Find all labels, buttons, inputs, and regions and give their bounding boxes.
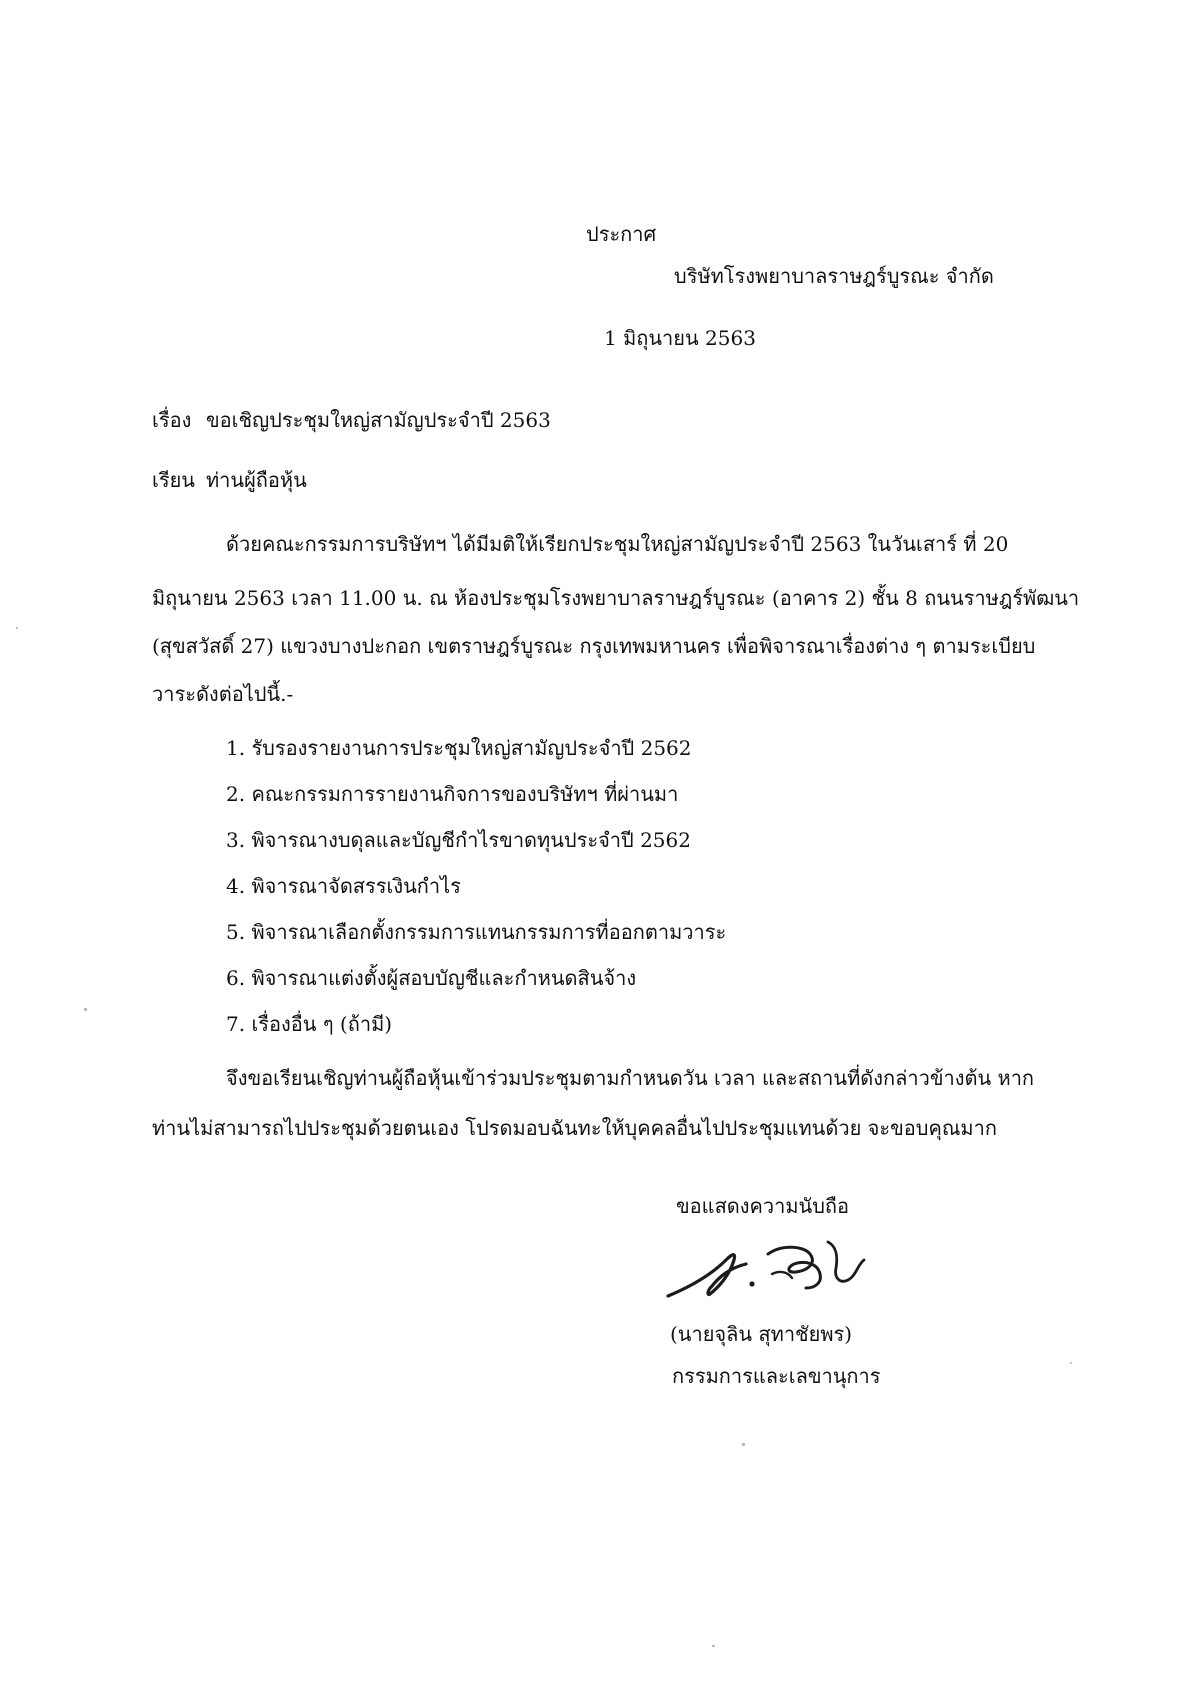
signature-image [660,1230,880,1316]
closing-line: ท่านไม่สามารถไปประชุมด้วยตนเอง โปรดมอบฉันทะให้บุคคลอื่นไปประชุมแทนด้วย จะขอบคุณมาก [152,1116,997,1140]
agenda-item: 4. พิจารณาจัดสรรเงินกำไร [226,874,461,898]
agenda-item: 6. พิจารณาแต่งตั้งผู้สอบบัญชีและกำหนดสินจ้าง [226,966,637,990]
document-date: 1 มิถุนายน 2563 [604,326,756,350]
recipient-label: เรียน [152,468,195,492]
agenda-item: 3. พิจารณางบดุลและบัญชีกำไรขาดทุนประจำปี 2562 [226,828,691,852]
subject-text: ขอเชิญประชุมใหญ่สามัญประจำปี 2563 [206,408,551,432]
agenda-item: 1. รับรองรายงานการประชุมใหญ่สามัญประจำปี 2562 [226,736,692,760]
intro-line: ด้วยคณะกรรมการบริษัทฯ ได้มีมติให้เรียกประชุมใหญ่สามัญประจำปี 2563 ในวันเสาร์ ที่ 20 [226,532,1009,556]
subject-label: เรื่อง [152,408,192,432]
recipient-text: ท่านผู้ถือหุ้น [206,468,307,492]
intro-line: (สุขสวัสดิ์ 27) แขวงบางปะกอก เขตราษฎร์บูรณะ กรุงเทพมหานคร เพื่อพิจารณาเรื่องต่าง ๆ ตามระเบียบ [152,634,1036,658]
announcement-title: ประกาศ [586,222,657,246]
agenda-item: 5. พิจารณาเลือกตั้งกรรมการแทนกรรมการที่ออกตามวาระ [226,920,727,944]
company-name: บริษัทโรงพยาบาลราษฎร์บูรณะ จำกัด [674,264,994,288]
agenda-item: 2. คณะกรรมการรายงานกิจการของบริษัทฯ ที่ผ่านมา [226,782,679,806]
closing-line: จึงขอเรียนเชิญท่านผู้ถือหุ้นเข้าร่วมประชุมตามกำหนดวัน เวลา และสถานที่ดังกล่าวข้างต้น หาก [226,1066,1035,1090]
paper-speck [16,627,18,629]
signer-name: (นายจุลิน สุทาชัยพร) [670,1322,853,1346]
intro-line: วาระดังต่อไปนี้.- [152,682,294,706]
agenda-item: 7. เรื่องอื่น ๆ (ถ้ามี) [226,1012,393,1036]
paper-speck [84,1008,87,1011]
signer-title: กรรมการและเลขานุการ [672,1364,881,1388]
paper-speck [712,1645,715,1647]
paper-speck [1070,1362,1072,1364]
paper-speck [742,1443,745,1446]
closing-greeting: ขอแสดงความนับถือ [676,1194,850,1218]
intro-line: มิถุนายน 2563 เวลา 11.00 น. ณ ห้องประชุมโรงพยาบาลราษฎร์บูรณะ (อาคาร 2) ชั้น 8 ถนนราษฎร์พัฒนา [152,586,1080,610]
